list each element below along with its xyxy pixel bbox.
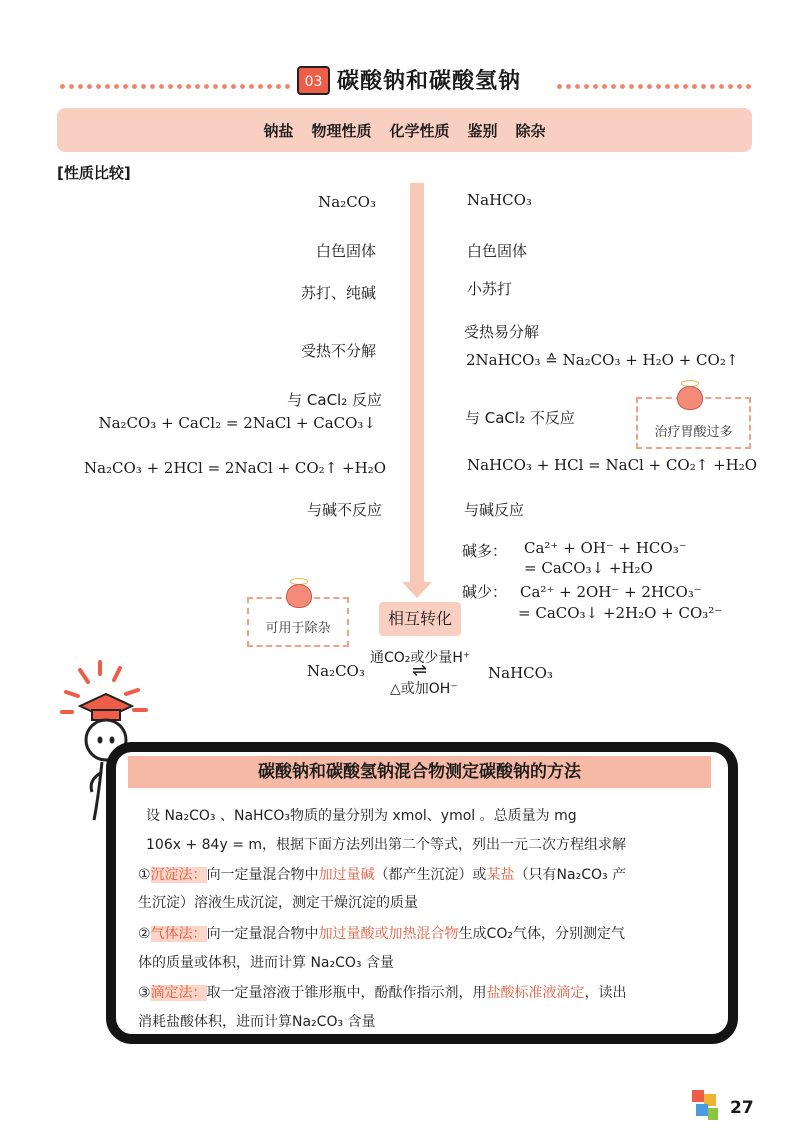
method-box-title: 碳酸钠和碳酸氢钠混合物测定碳酸钠的方法 bbox=[258, 762, 581, 782]
left-cacl2-reaction: 与 CaCl₂ 反应 bbox=[287, 391, 382, 409]
conversion-equilibrium-arrow-icon: ⇌ bbox=[412, 660, 428, 681]
tag-impurity-removal: 除杂 bbox=[515, 121, 546, 140]
method-precipitation-number: ① bbox=[138, 867, 151, 883]
method-precipitation-name: 沉淀法： bbox=[150, 867, 207, 883]
method-gas-line-2: 体的质量或体积，进而计算 Na₂CO₃ 含量 bbox=[138, 955, 394, 971]
page-number: 27 bbox=[730, 1098, 754, 1118]
method-titration-name: 滴定法： bbox=[150, 985, 207, 1001]
method-titration-text-2: ，读出 bbox=[584, 985, 627, 1001]
method-intro-line-2: 106x + 84y = m，根据下面方法列出第二个等式，列出一元二次方程组求解 bbox=[146, 837, 627, 853]
tag-identification: 鉴别 bbox=[467, 121, 498, 140]
base-limited-equation-1: Ca²⁺ + 2OH⁻ + 2HCO₃⁻ bbox=[520, 583, 702, 601]
right-heat-equation: 2NaHCO₃ ≙ Na₂CO₃ + H₂O + CO₂↑ bbox=[466, 351, 739, 369]
left-appearance: 白色固体 bbox=[315, 242, 376, 260]
method-gas-name: 气体法： bbox=[150, 926, 207, 942]
right-cacl2-reaction: 与 CaCl₂ 不反应 bbox=[465, 409, 575, 427]
method-gas-highlight: 加过量酸或加热混合物 bbox=[318, 926, 459, 942]
method-precipitation-text-2: （都产生沉淀）或 bbox=[374, 867, 487, 883]
left-compound-name: Na₂CO₃ bbox=[318, 193, 376, 211]
method-precipitation-line-2: 生沉淀）溶液生成沉淀，测定干燥沉淀的质量 bbox=[138, 895, 418, 911]
base-limited-equation-2: = CaCO₃↓ +2H₂O + CO₃²⁻ bbox=[518, 604, 723, 622]
method-precipitation-text-3: （只有Na₂CO₃ 产 bbox=[514, 867, 627, 883]
divider-arrow-head-icon bbox=[402, 582, 432, 598]
note-impurity-removal-text: 可用于除杂 bbox=[265, 621, 331, 636]
left-heat-behavior: 受热不分解 bbox=[300, 342, 376, 360]
method-gas-text-2: 生成CO₂气体，分别测定气 bbox=[458, 926, 625, 942]
conversion-left-compound: Na₂CO₃ bbox=[307, 662, 365, 680]
method-precipitation-text-1: 向一定量混合物中 bbox=[206, 867, 319, 883]
method-gas-line-1 bbox=[138, 923, 625, 943]
section-title: 碳酸钠和碳酸氢钠 bbox=[337, 69, 522, 94]
comparison-divider-arrow bbox=[410, 183, 424, 583]
smiley-mascot-icon bbox=[677, 386, 703, 410]
method-titration-line-2: 消耗盐酸体积，进而计算Na₂CO₃ 含量 bbox=[138, 1014, 376, 1030]
keyword-tag-bar bbox=[57, 108, 752, 152]
method-gas-number: ② bbox=[138, 926, 151, 942]
conversion-forward-condition: 通CO₂或少量H⁺ bbox=[370, 650, 471, 666]
right-appearance: 白色固体 bbox=[467, 242, 528, 260]
method-titration-number: ③ bbox=[138, 985, 151, 1001]
base-excess-equation-2: = CaCO₃↓ +H₂O bbox=[524, 559, 653, 577]
method-titration-line-1 bbox=[138, 982, 627, 1002]
header-dotted-rule-left bbox=[58, 84, 294, 89]
method-precipitation-highlight-2: 某盐 bbox=[486, 867, 515, 883]
left-hcl-equation: Na₂CO₃ + 2HCl = 2NaCl + CO₂↑ +H₂O bbox=[83, 459, 386, 477]
right-base-reaction: 与碱反应 bbox=[464, 501, 525, 519]
section-number-badge: 03 bbox=[297, 66, 330, 95]
method-intro-line-1: 设 Na₂CO₃ 、NaHCO₃物质的量分别为 xmol、ymol 。总质量为 mg bbox=[146, 808, 577, 824]
method-titration-text-1: 取一定量溶液于锥形瓶中，酚酞作指示剂，用 bbox=[206, 985, 487, 1001]
method-titration-highlight: 盐酸标准液滴定 bbox=[486, 985, 585, 1001]
right-heat-behavior: 受热易分解 bbox=[464, 323, 540, 341]
tag-sodium-salt: 钠盐 bbox=[263, 121, 294, 140]
header-dotted-rule-right bbox=[555, 84, 752, 89]
method-precipitation-line-1 bbox=[138, 864, 626, 884]
base-limited-label: 碱少： bbox=[462, 583, 508, 601]
right-common-names: 小苏打 bbox=[467, 280, 513, 298]
publisher-logo-icon bbox=[690, 1088, 722, 1124]
conversion-reverse-condition: △或加OH⁻ bbox=[390, 681, 458, 697]
base-excess-label: 碱多： bbox=[462, 542, 508, 560]
tag-chemical-properties: 化学性质 bbox=[389, 121, 450, 140]
mutual-conversion-label: 相互转化 bbox=[379, 602, 461, 636]
tag-physical-properties: 物理性质 bbox=[311, 121, 372, 140]
comparison-label: [性质比较] bbox=[57, 164, 131, 182]
conversion-right-compound: NaHCO₃ bbox=[488, 664, 553, 682]
left-base-reaction: 与碱不反应 bbox=[306, 501, 382, 519]
method-precipitation-highlight-1: 加过量碱 bbox=[318, 867, 375, 883]
right-compound-name: NaHCO₃ bbox=[467, 191, 532, 209]
method-gas-text-1: 向一定量混合物中 bbox=[206, 926, 319, 942]
base-excess-equation-1: Ca²⁺ + OH⁻ + HCO₃⁻ bbox=[524, 539, 687, 557]
left-cacl2-equation: Na₂CO₃ + CaCl₂ = 2NaCl + CaCO₃↓ bbox=[98, 414, 376, 432]
note-stomach-acid-text: 治疗胃酸过多 bbox=[654, 425, 733, 440]
right-hcl-equation: NaHCO₃ + HCl = NaCl + CO₂↑ +H₂O bbox=[467, 456, 758, 474]
left-common-names: 苏打、纯碱 bbox=[300, 284, 376, 302]
smiley-mascot-icon bbox=[286, 584, 312, 608]
